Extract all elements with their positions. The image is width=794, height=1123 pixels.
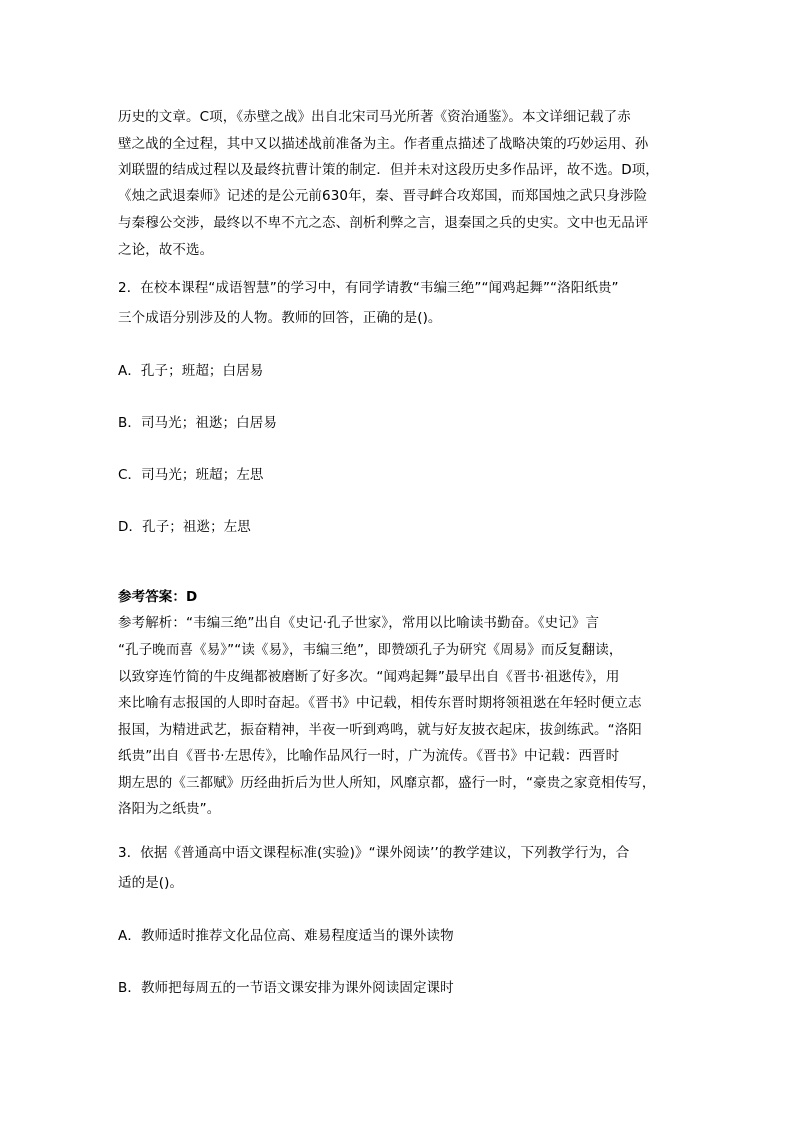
question-2-stem: 三个成语分别涉及的人物。教师的回答，正确的是()。 bbox=[118, 310, 442, 326]
prev-explanation-line: 壁之战的全过程，其中又以描述战前准备为主。作者重点描述了战略决策的巧妙运用、孙 bbox=[118, 136, 649, 152]
question-3-stem: 适的是()。 bbox=[118, 875, 184, 891]
question-3-option-a: A．教师适时推荐文化品位高、难易程度适当的课外读物 bbox=[118, 928, 454, 944]
prev-explanation-line: 《烛之武退秦师》记述的是公元前630年，秦、晋寻衅合攻郑国，而郑国烛之武只身涉险 bbox=[118, 188, 648, 204]
question-2-analysis-line: 以致穿连竹简的牛皮绳都被磨断了好多次。“闻鸡起舞”最早出自《晋书·祖逖传》，用 bbox=[118, 669, 620, 685]
question-2-analysis-line: 洛阳为之纸贵”。 bbox=[118, 801, 221, 817]
prev-explanation-line: 与秦穆公交涉，最终以不卑不亢之态、剖析利弊之言，退秦国之兵的史实。文中也无品评 bbox=[118, 215, 649, 231]
question-2-analysis-line: “孔子晚而喜《易》”“读《易》，韦编三绝”，即赞颂孔子为研究《周易》而反复翻读， bbox=[118, 642, 623, 658]
question-2-option-b: B．司马光；祖逖；白居易 bbox=[118, 415, 277, 431]
question-2-option-d: D．孔子；祖逖；左思 bbox=[118, 519, 251, 535]
question-2-analysis-line: 报国，为精进武艺，振奋精神，半夜一听到鸡鸣，就与好友披衣起床，拔剑练武。“洛阳 bbox=[118, 722, 642, 738]
question-2-stem: 2．在校本课程“成语智慧”的学习中，有同学请教“韦编三绝”“闻鸡起舞”“洛阳纸贵” bbox=[118, 280, 619, 296]
question-3-stem: 3．依据《普通高中语文课程标准(实验)》“课外阅读’’的教学建议，下列教学行为，合 bbox=[118, 845, 630, 861]
question-2-analysis-line: 期左思的《三都赋》历经曲折后为世人所知，风靡京都，盛行一时，“豪贵之家竟相传写， bbox=[118, 775, 656, 791]
question-2-analysis-line: 纸贵”出自《晋书·左思传》，比喻作品风行一时，广为流传。《晋书》中记载：西晋时 bbox=[118, 748, 620, 764]
question-2-analysis-line: 参考解析：“韦编三绝”出自《史记·孔子世家》，常用以比喻读书勤奋。《史记》言 bbox=[118, 615, 600, 631]
prev-explanation-line: 之论，故不选。 bbox=[118, 242, 214, 258]
question-3-option-b: B．教师把每周五的一节语文课安排为课外阅读固定课时 bbox=[118, 980, 454, 996]
question-2-answer: 参考答案：D bbox=[118, 589, 198, 605]
question-2-analysis-line: 来比喻有志报国的人即时奋起。《晋书》中记载，相传东晋时期将领祖逖在年轻时便立志 bbox=[118, 695, 642, 711]
question-2-option-a: A．孔子；班超；白居易 bbox=[118, 363, 264, 379]
prev-explanation-line: 历史的文章。C项，《赤壁之战》出自北宋司马光所著《资治通鉴》。本文详细记载了赤 bbox=[118, 109, 631, 125]
question-2-option-c: C．司马光；班超；左思 bbox=[118, 467, 264, 483]
prev-explanation-line: 刘联盟的结成过程以及最终抗曹计策的制定．但并未对这段历史多作品评，故不选。D项， bbox=[118, 162, 659, 178]
